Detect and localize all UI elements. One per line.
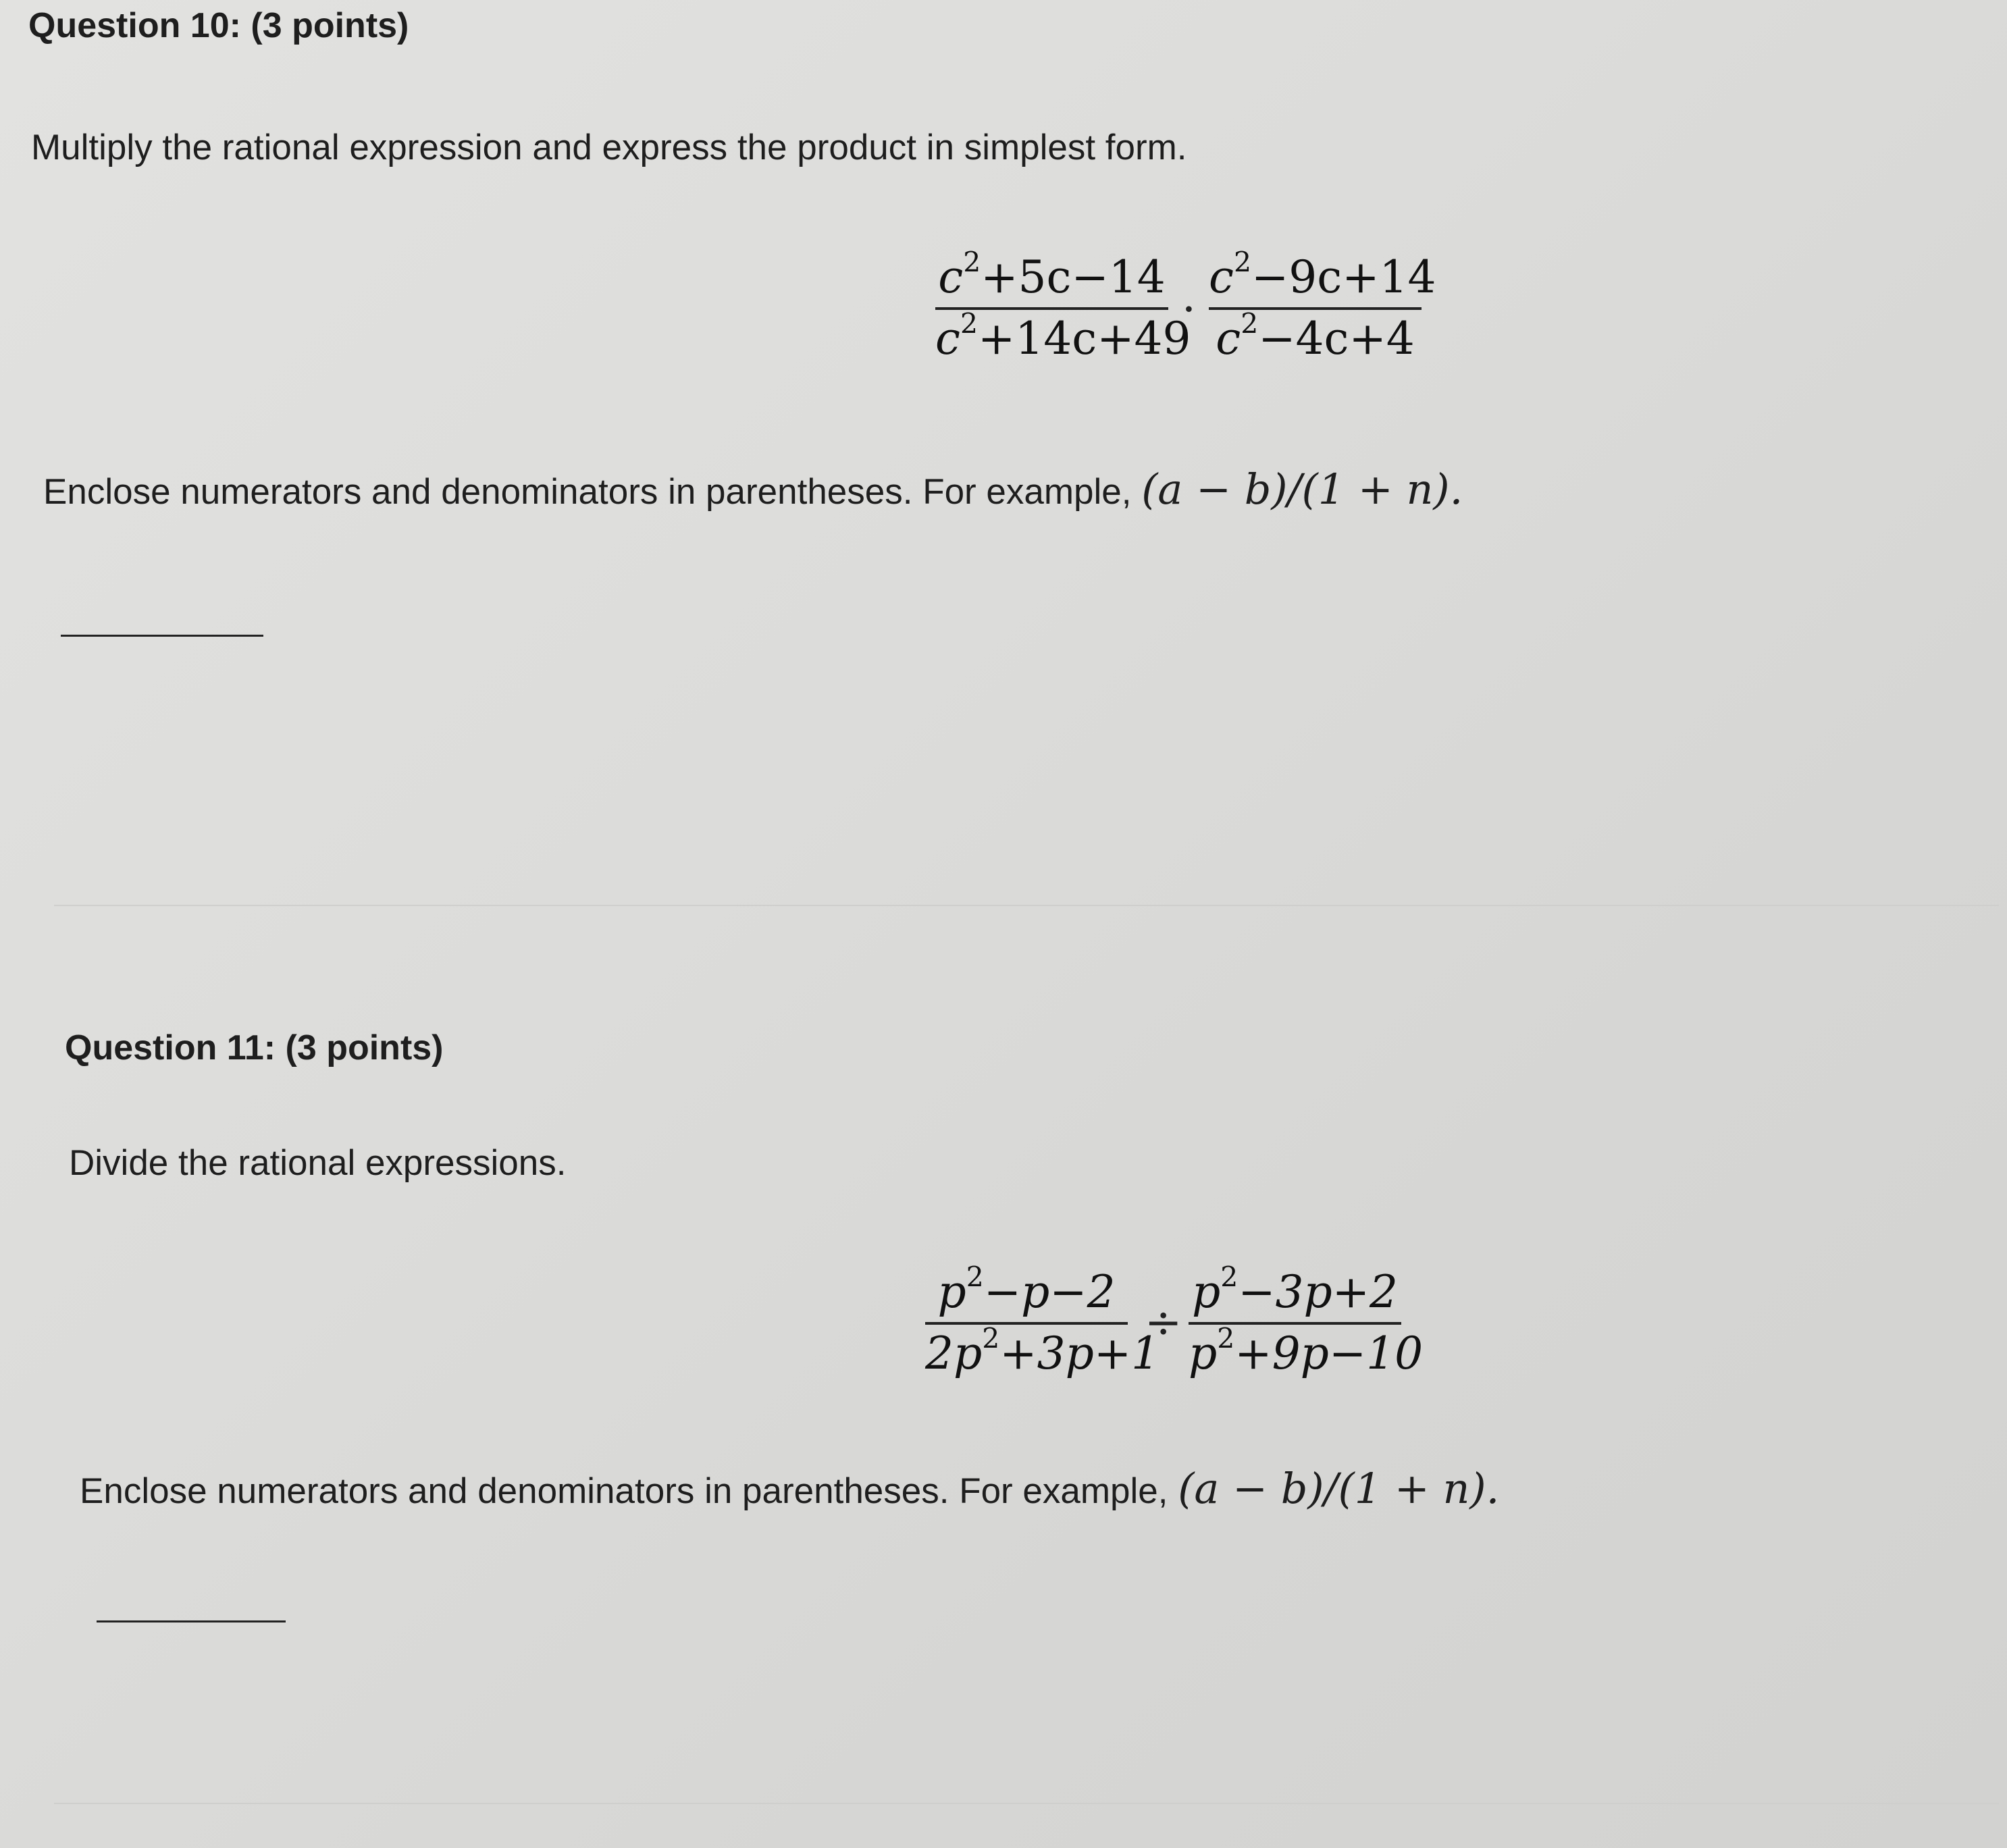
q11-f2-num-rest: −3p+2 xyxy=(1238,1266,1399,1318)
question-11-instruction xyxy=(80,1464,1499,1513)
question-10-prompt: Multiply the rational expression and express the product in simplest form. xyxy=(31,128,1187,167)
q11-f2-num-exp: 2 xyxy=(1220,1261,1239,1294)
q11-f1-den-base: 2p xyxy=(925,1327,983,1379)
q10-fraction-2 xyxy=(1209,246,1436,365)
q10-f1-den-rest: +14c+49 xyxy=(978,313,1191,365)
question-10-answer-field[interactable] xyxy=(61,635,263,637)
question-11-answer-field[interactable] xyxy=(97,1620,286,1622)
q10-f1-num-exp: 2 xyxy=(963,246,981,279)
q11-f1-num-exp: 2 xyxy=(966,1261,984,1294)
q11-f1-den-exp: 2 xyxy=(982,1322,1000,1355)
q11-f1-num-rest: −p−2 xyxy=(983,1266,1116,1318)
q11-instruction-text: Enclose numerators and denominators in parentheses. For example, xyxy=(80,1471,1168,1511)
question-11-prompt: Divide the rational expressions. xyxy=(69,1143,567,1183)
q11-f2-num-base: p xyxy=(1191,1266,1221,1318)
q10-example: (a − b)/(1 + n). xyxy=(1141,465,1463,514)
q11-f1-num-base: p xyxy=(937,1266,966,1318)
q10-f1-num-rest: +5c−14 xyxy=(981,251,1166,303)
q11-fraction-2 xyxy=(1189,1261,1424,1379)
q10-f1-den-exp: 2 xyxy=(960,307,978,340)
q10-f1-num-base: c xyxy=(938,251,964,303)
q10-f2-den-rest: −4c+4 xyxy=(1258,313,1415,365)
q11-f2-den-rest: +9p−10 xyxy=(1234,1327,1424,1379)
q10-fraction-1 xyxy=(935,246,1191,365)
q10-f2-num-rest: −9c+14 xyxy=(1251,251,1436,303)
q10-instruction-text: Enclose numerators and denominators in parentheses. For example, xyxy=(43,472,1132,512)
q10-f2-num-base: c xyxy=(1209,251,1234,303)
q11-f2-den-exp: 2 xyxy=(1217,1322,1235,1355)
question-10-title: Question 10: (3 points) xyxy=(28,6,409,45)
q10-f2-num-exp: 2 xyxy=(1233,246,1251,279)
question-10-instruction xyxy=(43,465,1463,514)
q10-f2-den-base: c xyxy=(1216,313,1241,365)
q11-divide-operator: ÷ xyxy=(1145,1296,1182,1348)
q11-example: (a − b)/(1 + n). xyxy=(1178,1464,1500,1513)
question-11-title: Question 11: (3 points) xyxy=(65,1028,444,1067)
q10-f2-den-exp: 2 xyxy=(1241,307,1259,340)
q11-f1-den-rest: +3p+1 xyxy=(999,1327,1160,1379)
q11-f2-den-base: p xyxy=(1189,1327,1218,1379)
bottom-divider xyxy=(54,1803,1999,1804)
q10-multiply-operator: · xyxy=(1182,284,1196,336)
q10-f1-den-base: c xyxy=(935,313,960,365)
q11-fraction-1 xyxy=(925,1261,1160,1379)
section-divider xyxy=(54,905,1999,906)
